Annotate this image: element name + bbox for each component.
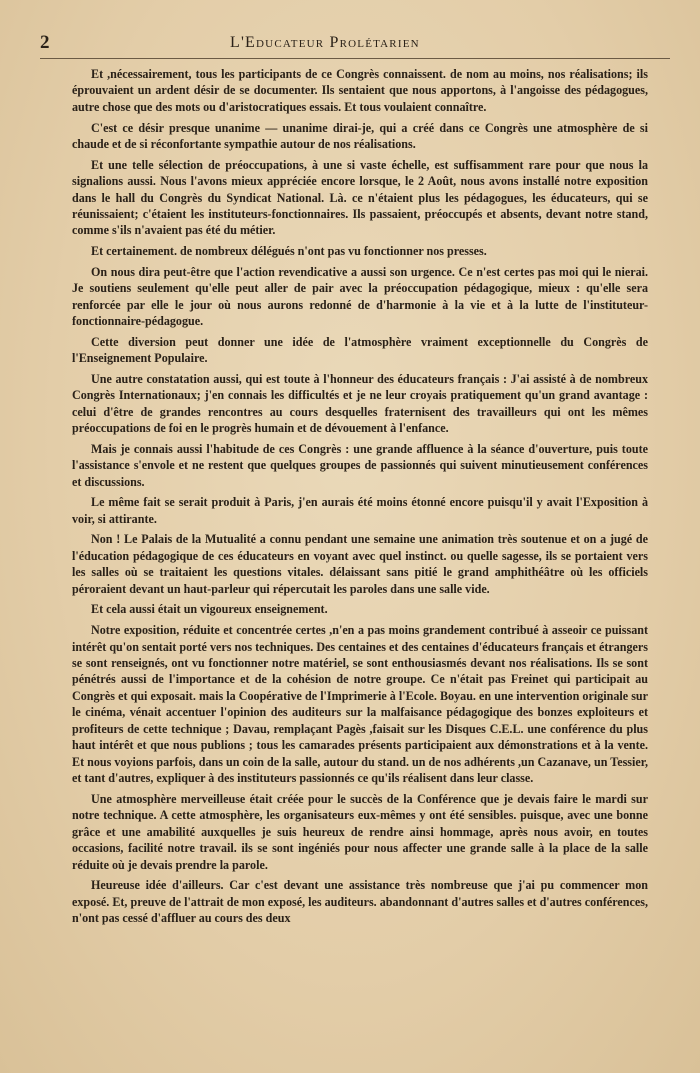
paragraph: Et cela aussi était un vigoureux enseignement. [91,602,328,617]
paragraph: Le même fait se serait produit à Paris, j'en aurais été moins étonné encore puisqu'il y avait l'Exposition à voir, si attirante. [72,495,648,526]
paragraph: C'est ce désir presque unanime — unanime dirai-je, qui a créé dans ce Congrès une atmosphère de si chaude et de si réconfortante sympathie autour de nos réalisations. [72,120,648,151]
page-header [40,28,670,59]
article-body [72,66,648,931]
paragraph: Et une telle sélection de préoccupations, à une si vaste échelle, est suffisamment rare pour que nous la signalions aussi. Nous l'avons mieux appréciée encore lorsque, le 2 Août, nous avons installé notre exposition dans le hall du Congrès du Syndicat National. Là. ce n'étaient plus les pédagogues, les éducateurs, qui se réunissaient; c'étaient les instituteurs-fonctionnaires. Ils passaient, préoccupés et absents, devant notre stand, comme s'ils n'avaient pas été du métier. [72,157,648,238]
paragraph: Non ! Le Palais de la Mutualité a connu pendant une semaine une animation très soutenue et on a jugé de l'éducation pédagogique de ces éducateurs en voyant avec quel instinct. ou quelle sagesse, ils se portaient vers les salles où se traitaient les questions vitales. délaissant sans pitié le grand amphithéâtre où les officiels péroraient devant un haut-parleur qui répercutait les paroles dans une salle vide. [72,532,648,596]
paragraph: Cette diversion peut donner une idée de l'atmosphère vraiment exceptionnelle du Congrès de l'Enseignement Populaire. [72,334,648,366]
page-number: 2 [40,32,50,53]
paragraph: Heureuse idée d'ailleurs. Car c'est devant une assistance très nombreuse que j'ai pu commencer mon exposé. Et, preuve de l'attrait de mon exposé, les auditeurs. abandonnant d'autres salles et d'autres conférences, n'ont pas cessé d'affluer au cours des deux [72,878,648,926]
paragraph: Mais je connais aussi l'habitude de ces Congrès : une grande affluence à la séance d'ouverture, puis toute l'assistance s'envole et ne restent que quelques groupes de passionnés qui suivent minutieusement conférences et discussions. [72,441,648,489]
paragraph: Notre exposition, réduite et concentrée certes ,n'en a pas moins grandement contribué à asseoir ce puissant intérêt qu'on sentait porté vers nos techniques. Des centaines et des centaines d'éducateurs français et étrangers se sont renseignés, ont vu fonctionner notre matériel, se sont enthousiasmés devant nos réalisations. Ils se sont pénétrés aussi de l'importance et de la cohésion de notre groupe. Ce n'était pas Freinet qui participait au Congrès et qui exposait. mais la Coopérative de l'Imprimerie à l'Ecole. Boyau. en une intervention originale sur le cinéma, vénait accentuer l'opinion des auditeurs sur la malfaisance pédagogique des bonzes exploiteurs et profiteurs de cette technique ; Davau, remplaçant Pagès ,faisait sur les Disques C.E.L. une conférence du plus haut intérêt et que nous publions ; tous les camarades présents participaient aux démonstrations et à la vente. Et nous voyions parfois, dans un coin de la salle, autour du stand. un de nos adhérents ,un Cazanave, un Tessier, et tant d'autres, expliquer à des instituteurs passionnés ce qu'ils réalisent dans leur classe. [72,623,648,786]
paragraph: On nous dira peut-être que l'action revendicative a aussi son urgence. Ce n'est certes pas moi qui le nierai. Je soutiens seulement qu'elle peut aller de pair avec la préoccupation pédagogique, mieux : qu'elle sera renforcée par elle le jour où nous aurons redonné de d'harmonie à la vie et à la lutte de l'instituteur-fonctionnaire-pédagogue. [72,264,648,329]
paragraph: Et ,nécessairement, tous les participants de ce Congrès connaissent. de nom au moins, nos réalisations; ils éprouvaient un ardent désir de se documenter. Ils sentaient que nous apportons, à l'angoisse des pédagogues, autre chose que des mots ou d'aristocratiques essais. Et tous voulaient connaître. [72,67,648,114]
paragraph: Une atmosphère merveilleuse était créée pour le succès de la Conférence que je devais faire le mardi sur notre technique. A cette atmosphère, les organisateurs eux-mêmes y ont été sensibles. puisque, avec une bonne grâce et une amabilité auxquelles je suis heureux de rendre ainsi hommage, après nous avoir, en toutes occasions, facilité notre travail. ils se sont ingéniés pour nous affecter une grande salle à la place de la salle réduite où je devais prendre la parole. [72,791,648,872]
paragraph: Et certainement. de nombreux délégués n'ont pas vu fonctionner nos presses. [91,244,487,259]
running-title: L'Educateur Prolétarien [230,34,420,51]
paragraph: Une autre constatation aussi, qui est toute à l'honneur des éducateurs français : J'ai assisté à de nombreux Congrès Internationaux; j'en connais les difficultés et je ne leur croyais pratiquement qu'un grand avantage : celui d'être de grandes rencontres au cours desquelles fraternisent des travailleurs qui ont les mêmes préoccupations de foi en le progrès humain et de dévouement à l'enfance. [72,371,648,436]
